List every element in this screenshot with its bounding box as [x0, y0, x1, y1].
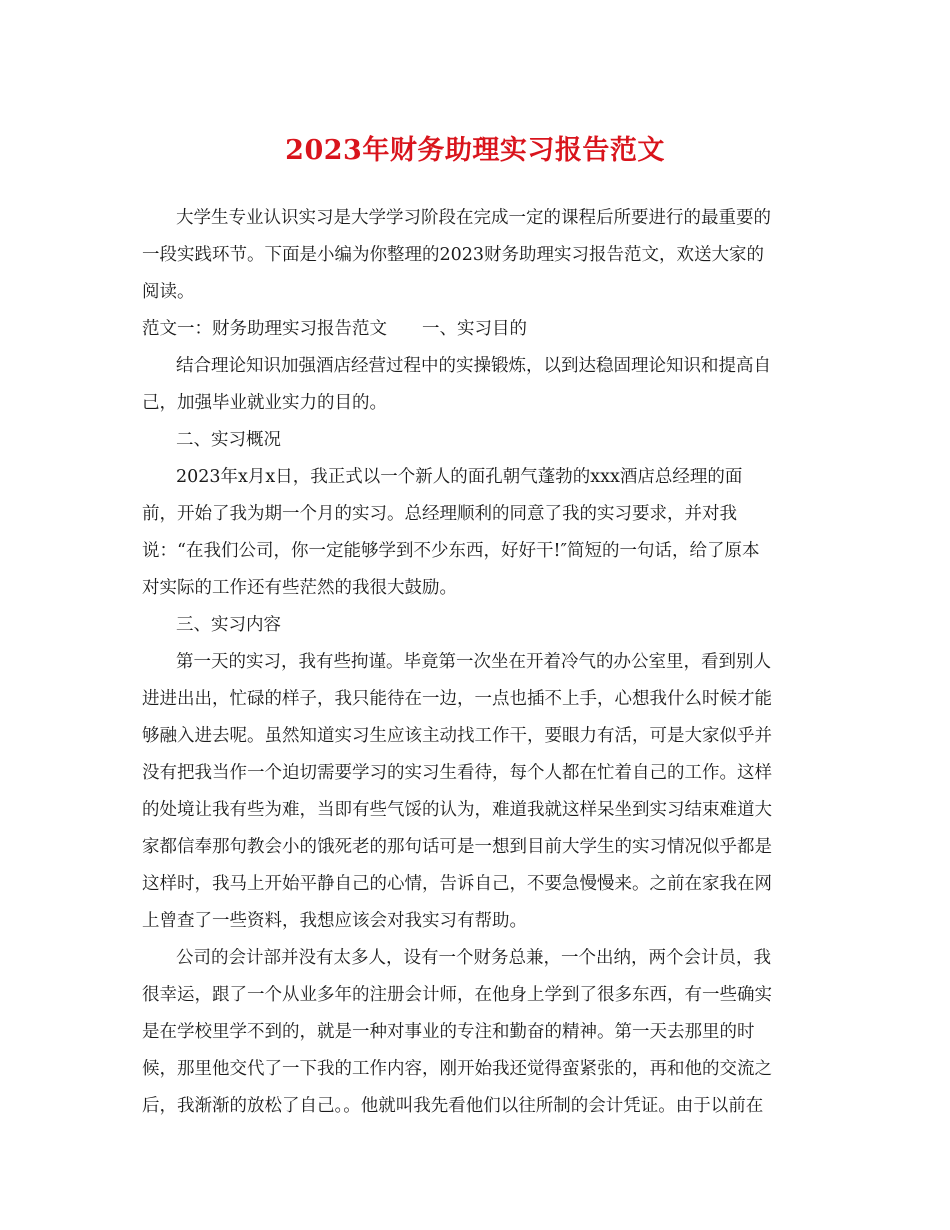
paragraph-line: 第一天的实习，我有些拘谨。毕竟第一次坐在开着冷气的办公室里，看到别人	[176, 652, 771, 672]
paragraph-line: 己，加强毕业就业实力的目的。	[142, 393, 387, 413]
section-heading: 范文一：财务助理实习报告范文 一、实习目的	[142, 319, 527, 339]
paragraph-line: 后，我渐渐的放松了自己。。他就叫我先看他们以往所制的会计凭证。由于以前在	[142, 1096, 764, 1116]
paragraph-line: 2023年x月x日，我正式以一个新人的面孔朝气蓬勃的xxx酒店总经理的面	[176, 467, 743, 487]
paragraph-line: 很幸运，跟了一个从业多年的注册会计师，在他身上学到了很多东西，有一些确实	[142, 985, 772, 1005]
paragraph-line: 大学生专业认识实习是大学学习阶段在完成一定的课程后所要进行的最重要的	[176, 208, 771, 228]
paragraph-line: 候，那里他交代了一下我的工作内容，刚开始我还觉得蛮紧张的，再和他的交流之	[142, 1059, 772, 1079]
paragraph-line: 公司的会计部并没有太多人，设有一个财务总兼，一个出纳，两个会计员，我	[176, 948, 771, 968]
paragraph-line: 阅读。	[142, 282, 195, 302]
paragraph-line: 的处境让我有些为难，当即有些气馁的认为，难道我就这样呆坐到实习结束难道大	[142, 800, 772, 820]
paragraph-line: 一段实践环节。下面是小编为你整理的2023财务助理实习报告范文，欢送大家的	[142, 245, 765, 265]
paragraph-line: 家都信奉那句教会小的饿死老的那句话可是一想到目前大学生的实习情况似乎都是	[142, 837, 772, 857]
section-heading: 二、实习概况	[176, 430, 281, 450]
section-heading: 三、实习内容	[176, 615, 281, 635]
paragraph-line: 这样时，我马上开始平静自己的心情，告诉自己，不要急慢慢来。之前在家我在网	[142, 874, 772, 894]
paragraph-line: 对实际的工作还有些茫然的我很大鼓励。	[142, 578, 457, 598]
paragraph-line: 够融入进去呢。虽然知道实习生应该主动找工作干，要眼力有活，可是大家似乎并	[142, 726, 772, 746]
paragraph-line: 没有把我当作一个迫切需要学习的实习生看待，每个人都在忙着自己的工作。这样	[142, 763, 772, 783]
paragraph-line: 是在学校里学不到的，就是一种对事业的专注和勤奋的精神。第一天去那里的时	[142, 1022, 755, 1042]
paragraph-line: 说：“在我们公司，你一定能够学到不少东西，好好干!″简短的一句话，给了原本	[142, 541, 760, 561]
paragraph-line: 前，开始了我为期一个月的实习。总经理顺利的同意了我的实习要求，并对我	[142, 504, 737, 524]
paragraph-line: 结合理论知识加强酒店经营过程中的实操锻炼，以到达稳固理论知识和提高自	[176, 356, 771, 376]
paragraph-line: 上曾查了一些资料，我想应该会对我实习有帮助。	[142, 911, 527, 931]
document-title: 2023年财务助理实习报告范文	[285, 135, 665, 166]
paragraph-line: 进进出出，忙碌的样子，我只能待在一边，一点也插不上手，心想我什么时候才能	[142, 689, 772, 709]
